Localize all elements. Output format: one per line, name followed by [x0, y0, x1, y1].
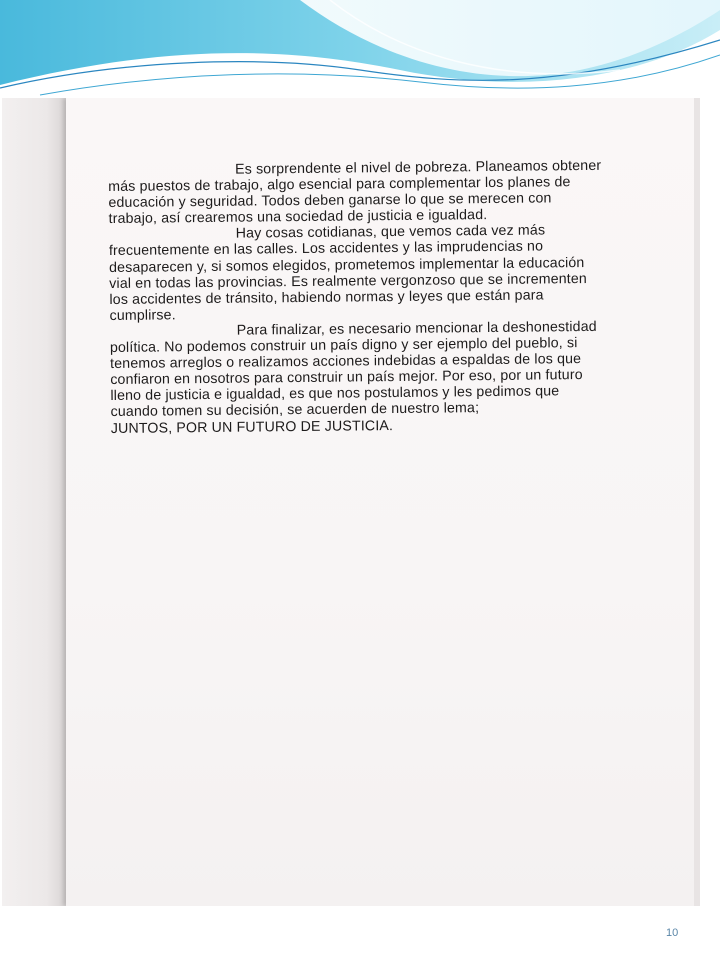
paragraph-poverty: Es sorprendente el nivel de pobreza. Planeamos obtener más puestos de trabajo, algo esencial para complementar los planes de educación y seguridad. Todos deben ganarse lo que se merecen con trabajo, así crearemos una sociedad de justicia e igualdad. [108, 157, 602, 228]
scan-left-margin [2, 98, 66, 906]
paragraph-traffic: Hay cosas cotidianas, que vemos cada vez más frecuentemente en las calles. Los accidentes y las imprudencias no desaparecen y, si somos elegidos, prometemos implementar la educación vial en todas las provincias. Es realmente vergonzoso que se incrementen los accidentes de tránsito, habiendo normas y leyes que están para cumplirse. [108, 222, 587, 324]
paragraph-dishonesty: Para finalizar, es necesario mencionar la deshonestidad política. No podemos construir un país digno y ser ejemplo del pueblo, si tenemos arreglos o realizamos acciones indebidas a espaldas de los que confiaron en nosotros para construir un país mejor. Por eso, por un futuro lleno de justicia e igualdad, es que nos postulamos y les pedimos que cuando tomen su decisión, se acuerden de nuestro lema; [109, 318, 597, 421]
decorative-wave-banner [0, 0, 720, 110]
campaign-motto: JUNTOS, POR UN FUTURO DE JUSTICIA. [110, 417, 394, 437]
scan-right-edge [694, 98, 700, 906]
page-number: 10 [666, 927, 679, 939]
document-body [108, 158, 606, 437]
